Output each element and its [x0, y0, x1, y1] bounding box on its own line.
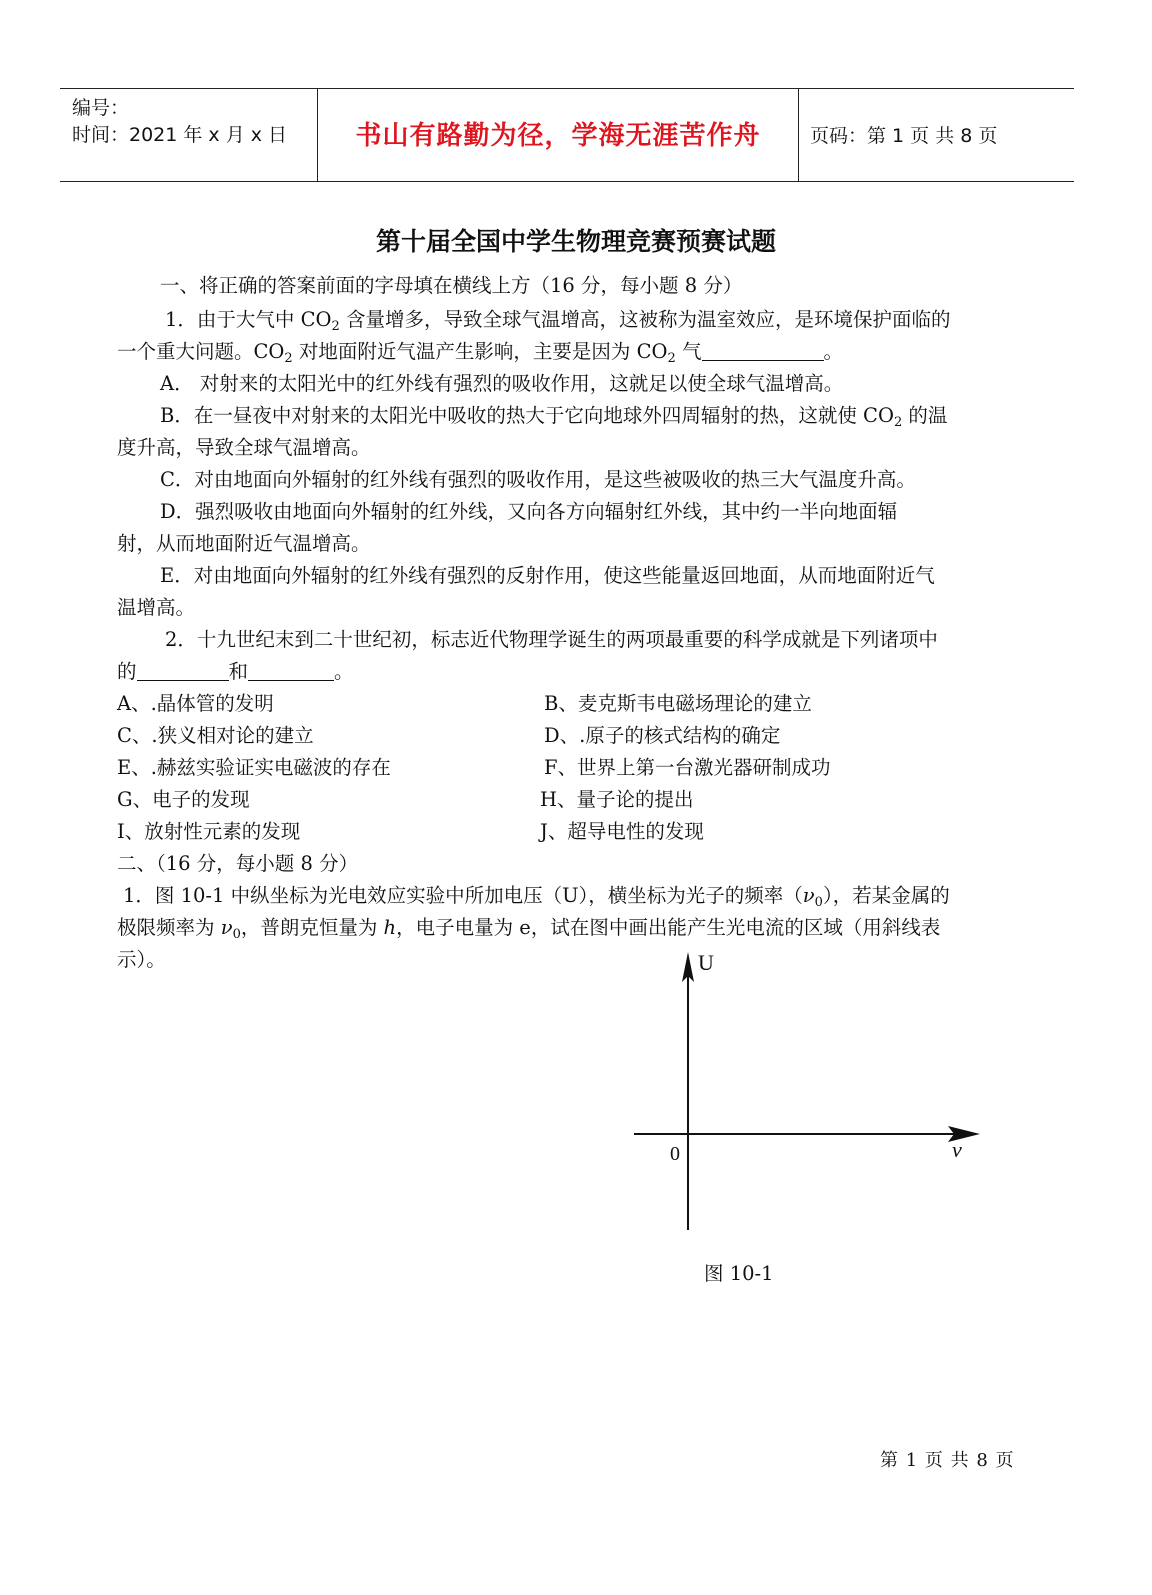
q1-option-d-cont: 射，从而地面附近气温增高。 — [117, 532, 371, 555]
y-axis-label: U — [698, 950, 714, 975]
s2-q1-line1: 1．图 10-1 中纵坐标为光电效应实验中所加电压（U），横坐标为光子的频率$(\nu_0)$，若某金属的 — [123, 884, 950, 910]
q2-option: G、电子的发现 — [117, 788, 250, 811]
page-title: 第十届全国中学生物理竞赛预赛试题 — [375, 227, 776, 256]
x-axis-label: ν — [952, 1137, 962, 1162]
s2-q1-line3: 示）。 — [117, 948, 166, 971]
q1-option-c: C．对由地面向外辐射的红外线有强烈的吸收作用，是这些被吸收的热三大气温度升高。 — [160, 468, 916, 491]
q2-option: B、麦克斯韦电磁场理论的建立 — [544, 692, 812, 715]
q2-line1: 2．十九世纪末到二十世纪初，标志近代物理学诞生的两项最重要的科学成就是下列诸项中 — [165, 628, 938, 651]
q2-option: C、.狭义相对论的建立 — [117, 724, 314, 747]
q2-option: H、量子论的提出 — [540, 788, 694, 811]
page-footer: 第 1 页 共 8 页 — [880, 1450, 1015, 1471]
q1-option-a: A． 对射来的太阳光中的红外线有强烈的吸收作用，这就足以使全球气温增高。 — [160, 372, 844, 395]
q1-option-e-cont: 温增高。 — [117, 596, 196, 619]
figure-10-1 — [600, 940, 1000, 1240]
q1-line2: 一个重大问题。$CO_2$ 对地面附近气温产生影响，主要是因为 $CO_2$ 气 。 — [117, 340, 844, 366]
q2-line2: 的 和 。 — [117, 660, 354, 683]
q2-option: J、超导电性的发现 — [540, 820, 704, 843]
time-text: 时间：2021 年 x 月 x 日 — [72, 124, 288, 146]
q1-option-e: E．对由地面向外辐射的红外线有强烈的反射作用，使这些能量返回地面，从而地面附近气 — [160, 564, 935, 587]
motto: 书山有路勤为径，学海无涯苦作舟 — [355, 121, 761, 151]
q2-option: E、.赫兹实验证实电磁波的存在 — [117, 756, 391, 779]
q1-option-b-cont: 度升高，导致全球气温增高。 — [117, 436, 371, 459]
q1-option-b: B．在一昼夜中对射来的太阳光中吸收的热大于它向地球外四周辐射的热，这就使 $CO_2$ 的温 — [160, 404, 948, 430]
page-code: 页码：第 1 页 共 8 页 — [810, 125, 998, 147]
origin-label: 0 — [670, 1143, 680, 1165]
figure-caption: 图 10-1 — [704, 1262, 774, 1285]
answer-blank — [702, 342, 824, 361]
q1-line1: 1．由于大气中 $CO_2$ 含量增多，导致全球气温增高，这被称为温室效应，是环境保护面临的 — [165, 308, 951, 334]
q2-option: I、放射性元素的发现 — [117, 820, 301, 843]
q2-option: A、.晶体管的发明 — [117, 692, 274, 715]
header-left-cell — [60, 89, 316, 181]
q2-option: F、世界上第一台激光器研制成功 — [544, 756, 831, 779]
answer-blank — [137, 662, 229, 681]
answer-blank — [248, 662, 334, 681]
header-table — [60, 88, 1074, 182]
q2-option: D、.原子的核式结构的确定 — [544, 724, 781, 747]
q1-option-d: D．强烈吸收由地面向外辐射的红外线，又向各方向辐射红外线，其中约一半向地面辐 — [160, 500, 898, 523]
section2-heading: 二、（16 分，每小题 8 分） — [117, 852, 359, 875]
s2-q1-line2: 极限频率为 $\nu_0$，普朗克恒量为 h，电子电量为 e，试在图中画出能产生光电流的区域（用斜线表 — [117, 916, 941, 942]
code-label: 编号： — [72, 97, 130, 119]
header-right-cell — [798, 89, 1074, 181]
section1-heading: 一、将正确的答案前面的字母填在横线上方（16 分，每小题 8 分） — [160, 274, 743, 297]
header-center-cell — [317, 89, 799, 181]
